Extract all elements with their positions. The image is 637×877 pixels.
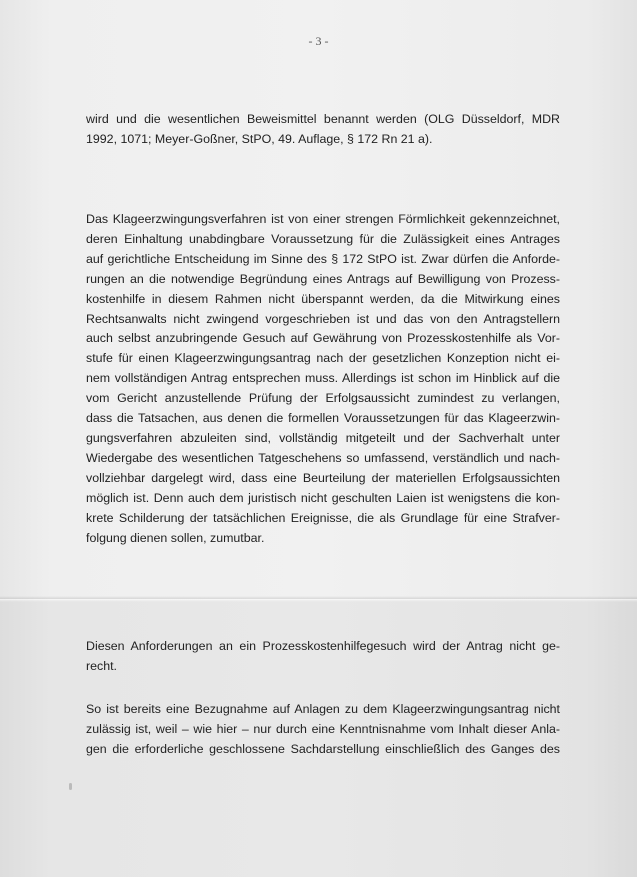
paragraph-line: rungen an die notwendige Begründung eines Antrags auf Bewilligung von Prozess- <box>86 271 560 286</box>
paragraph-line: So ist bereits eine Bezugnahme auf Anlagen zu dem Klageerzwingungsantrag nicht <box>86 702 560 716</box>
paragraph-line: zulässig ist, weil – wie hier – nur durch eine Kenntnisnahme vom Inhalt dieser Anla- <box>86 721 560 736</box>
paragraph-line: Diesen Anforderungen an ein Prozesskostenhilfegesuch wird der Antrag nicht ge- <box>86 639 560 653</box>
paragraph-line: krete Schilderung der tatsächlichen Ereignisse, die als Grundlage für eine Strafver- <box>86 510 560 525</box>
paragraph-line: 1992, 1071; Meyer-Goßner, StPO, 49. Auflage, § 172 Rn 21 a). <box>86 131 433 146</box>
paragraph-line: Wiedergabe des wesentlichen Tatgeschehens so umfassend, verständlich und nach- <box>86 450 560 465</box>
paragraph-line: Das Klageerzwingungsverfahren ist von einer strengen Förmlichkeit gekennzeichnet, <box>86 212 560 226</box>
paragraph-line: möglich ist. Denn auch dem juristisch nicht geschulten Laien ist wenigstens die kon- <box>86 490 560 505</box>
paper-fold-line <box>0 596 637 602</box>
paragraph-line: vom Gericht anzustellende Prüfung der Erfolgsaussicht zumindest zu verlangen, <box>86 391 560 406</box>
paragraph-line: gungsverfahren abzuleiten sind, vollständig mitgeteilt und der Sachverhalt unter <box>86 430 560 445</box>
paragraph-line: nem vollständigen Antrag entsprechen muss. Allerdings ist schon im Hinblick auf die <box>86 371 560 386</box>
paper-speck <box>69 783 72 790</box>
paragraph-2 <box>86 210 560 548</box>
paragraph-line: deren Einhaltung unabdingbare Voraussetzung für die Zulässigkeit eines Antrages <box>86 231 560 246</box>
paragraph-1 <box>86 110 560 150</box>
paragraph-3 <box>86 637 560 677</box>
paragraph-line: folgung dienen sollen, zumutbar. <box>86 530 265 545</box>
paragraph-line: kostenhilfe in diesem Rahmen nicht überspannt werden, da die Mitwirkung eines <box>86 291 560 306</box>
paragraph-line: auf gerichtliche Entscheidung im Sinne des § 172 StPO ist. Zwar dürfen die Anforde- <box>86 251 560 266</box>
paragraph-line: Rechtsanwalts nicht zwingend vorgeschrieben ist und das von den Antragstellern <box>86 311 560 326</box>
paragraph-line: gen die erforderliche geschlossene Sachdarstellung einschließlich des Ganges des <box>86 741 560 756</box>
paragraph-line: vollziehbar dargelegt wird, dass eine Beurteilung der materiellen Erfolgsaussichten <box>86 470 560 485</box>
paragraph-line: dass die Tatsachen, aus denen die formellen Voraussetzungen für das Klageerzwin- <box>86 411 560 426</box>
paragraph-line: auch selbst anzubringende Gesuch auf Gewährung von Prozesskostenhilfe als Vor- <box>86 331 560 346</box>
paragraph-4 <box>86 700 560 760</box>
paragraph-line: stufe für einen Klageerzwingungsantrag nach der gesetzlichen Konzeption nicht ei- <box>86 351 560 366</box>
paragraph-line: wird und die wesentlichen Beweismittel benannt werden (OLG Düsseldorf, MDR <box>86 112 560 126</box>
paragraph-line: recht. <box>86 658 117 673</box>
page-number: - 3 - <box>308 34 329 48</box>
